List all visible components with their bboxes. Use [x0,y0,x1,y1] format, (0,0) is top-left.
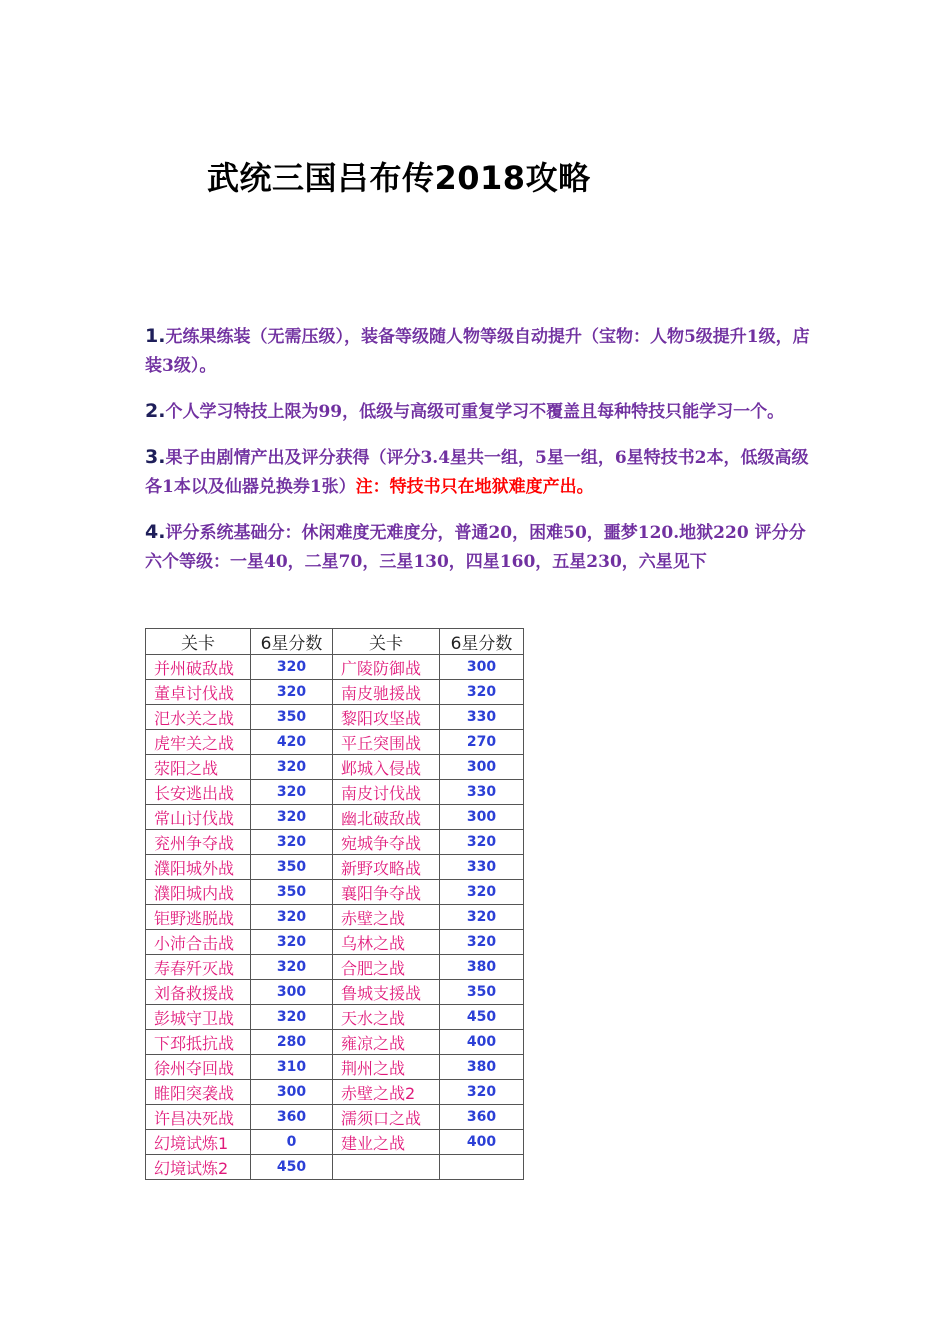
stage-name-cell: 汜水关之战 [146,705,251,730]
score-cell: 300 [251,1080,333,1105]
score-cell: 350 [251,880,333,905]
score-cell: 450 [440,1005,524,1030]
table-row [146,980,524,1005]
stage-name-cell: 南皮驰援战 [333,680,440,705]
stage-name-cell: 幻境试炼2 [146,1155,251,1180]
score-cell: 330 [440,855,524,880]
stage-name-cell: 幽北破敌战 [333,805,440,830]
score-cell: 400 [440,1130,524,1155]
table-row [146,930,524,955]
table-header-row [146,629,524,655]
score-cell [440,1155,524,1180]
table-row [146,880,524,905]
score-cell: 320 [440,1080,524,1105]
stage-name-cell: 小沛合击战 [146,930,251,955]
table-row [146,1105,524,1130]
stage-name-cell: 建业之战 [333,1130,440,1155]
score-cell: 320 [440,930,524,955]
stage-name-cell: 天水之战 [333,1005,440,1030]
paragraph-number: 3. [145,446,166,468]
paragraph-note: 注：特技书只在地狱难度产出。 [355,477,594,497]
stage-name-cell: 濡须口之战 [333,1105,440,1130]
stage-name-cell: 并州破敌战 [146,655,251,680]
stage-name-cell: 董卓讨伐战 [146,680,251,705]
stage-name-cell: 虎牢关之战 [146,730,251,755]
score-cell: 450 [251,1155,333,1180]
content-body [145,322,815,593]
stage-name-cell: 刘备救援战 [146,980,251,1005]
stage-name-cell: 徐州夺回战 [146,1055,251,1080]
stage-name-cell: 邺城入侵战 [333,755,440,780]
score-cell: 0 [251,1130,333,1155]
table-row [146,830,524,855]
stage-name-cell: 荥阳之战 [146,755,251,780]
stage-name-cell: 兖州争夺战 [146,830,251,855]
score-cell: 320 [251,905,333,930]
score-cell: 310 [251,1055,333,1080]
stage-name-cell: 襄阳争夺战 [333,880,440,905]
table-row [146,1055,524,1080]
score-cell: 320 [251,930,333,955]
table-row [146,905,524,930]
paragraph-text: 评分系统基础分：休闲难度无难度分，普通20，困难50，噩梦120.地狱220 评分分六个等级：一星40，二星70，三星130，四星160，五星230，六星见下 [145,523,806,572]
score-cell: 320 [251,655,333,680]
score-cell: 350 [440,980,524,1005]
stage-name-cell: 鲁城支援战 [333,980,440,1005]
stage-name-cell: 乌林之战 [333,930,440,955]
paragraph-number: 2. [145,400,166,422]
stage-name-cell: 赤壁之战 [333,905,440,930]
paragraph-2 [145,397,815,427]
table-row [146,855,524,880]
stage-name-cell: 濮阳城外战 [146,855,251,880]
score-cell: 320 [440,880,524,905]
score-cell: 330 [440,780,524,805]
stage-name-cell: 寿春歼灭战 [146,955,251,980]
stage-name-cell: 睢阳突袭战 [146,1080,251,1105]
table-row [146,1130,524,1155]
table-body [146,655,524,1180]
score-cell: 380 [440,955,524,980]
header-score: 6星分数 [251,629,333,655]
table-row [146,1155,524,1180]
stage-name-cell: 宛城争夺战 [333,830,440,855]
score-cell: 360 [251,1105,333,1130]
score-cell: 380 [440,1055,524,1080]
stage-name-cell: 常山讨伐战 [146,805,251,830]
table-row [146,730,524,755]
score-cell: 270 [440,730,524,755]
score-cell: 330 [440,705,524,730]
paragraph-1 [145,322,815,381]
score-cell: 320 [251,780,333,805]
header-score: 6星分数 [440,629,524,655]
header-stage: 关卡 [333,629,440,655]
table-row [146,680,524,705]
stage-name-cell: 南皮讨伐战 [333,780,440,805]
header-stage: 关卡 [146,629,251,655]
score-table [145,628,524,1180]
score-cell: 350 [251,855,333,880]
score-cell: 320 [440,830,524,855]
score-cell: 320 [251,805,333,830]
table-row [146,755,524,780]
paragraph-4 [145,518,815,577]
score-cell: 320 [251,955,333,980]
paragraph-number: 1. [145,325,166,347]
stage-name-cell: 钜野逃脱战 [146,905,251,930]
paragraph-text: 果子由剧情产出及评分获得（评分3.4星共一组，5星一组，6星特技书2本，低级高级各1本以及仙器兑换券1张） [145,448,809,497]
score-cell: 320 [251,680,333,705]
paragraph-3 [145,443,815,502]
stage-name-cell: 荆州之战 [333,1055,440,1080]
score-cell: 360 [440,1105,524,1130]
score-cell: 320 [440,905,524,930]
stage-name-cell: 下邳抵抗战 [146,1030,251,1055]
table-row [146,780,524,805]
table-row [146,1030,524,1055]
score-cell: 320 [251,1005,333,1030]
stage-name-cell: 广陵防御战 [333,655,440,680]
stage-name-cell: 濮阳城内战 [146,880,251,905]
score-cell: 400 [440,1030,524,1055]
table-row [146,705,524,730]
table-row [146,655,524,680]
score-cell: 300 [440,755,524,780]
stage-name-cell: 许昌决死战 [146,1105,251,1130]
stage-name-cell: 黎阳攻坚战 [333,705,440,730]
stage-name-cell: 合肥之战 [333,955,440,980]
stage-name-cell: 彭城守卫战 [146,1005,251,1030]
stage-name-cell: 赤壁之战2 [333,1080,440,1105]
score-cell: 300 [440,655,524,680]
score-cell: 350 [251,705,333,730]
stage-name-cell: 雍凉之战 [333,1030,440,1055]
page-title: 武统三国吕布传2018攻略 [207,159,591,197]
paragraph-number: 4. [145,521,166,543]
stage-name-cell: 新野攻略战 [333,855,440,880]
table-row [146,805,524,830]
stage-name-cell: 幻境试炼1 [146,1130,251,1155]
score-cell: 300 [440,805,524,830]
paragraph-text: 无练果练装（无需压级），装备等级随人物等级自动提升（宝物：人物5级提升1级，店装3级）。 [145,327,810,376]
stage-name-cell [333,1155,440,1180]
score-cell: 320 [251,755,333,780]
score-cell: 300 [251,980,333,1005]
table-row [146,955,524,980]
stage-name-cell: 平丘突围战 [333,730,440,755]
score-cell: 320 [251,830,333,855]
score-cell: 420 [251,730,333,755]
stage-name-cell: 长安逃出战 [146,780,251,805]
table-row [146,1005,524,1030]
score-cell: 320 [440,680,524,705]
paragraph-text: 个人学习特技上限为99，低级与高级可重复学习不覆盖且每种特技只能学习一个。 [165,402,785,422]
table-row [146,1080,524,1105]
score-cell: 280 [251,1030,333,1055]
